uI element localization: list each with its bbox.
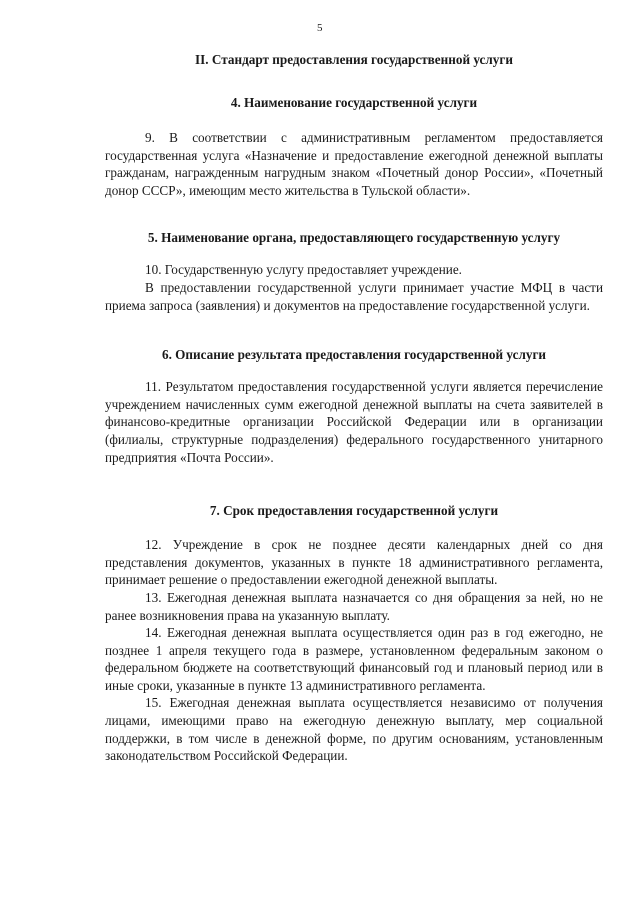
- document-body: [105, 52, 603, 765]
- paragraph-13: 13. Ежегодная денежная выплата назначается со дня обращения за ней, но не ранее возникновения права на указанную выплату.: [105, 589, 603, 623]
- subsection-body-4: [105, 129, 603, 199]
- paragraph-12: 12. Учреждение в срок не позднее десяти календарных дней со дня представления документов, указанных в пункте 18 административного регламента, принимает решение о предоставлении ежегодной денежной выплаты.: [105, 537, 603, 588]
- subsection-title-5: 5. Наименование органа, предоставляющего государственную услугу: [147, 230, 561, 246]
- subsection-title-7: 7. Срок предоставления государственной услуги: [209, 503, 499, 519]
- paragraph-11: 11. Результатом предоставления государственной услуги является перечисление учреждением начисленных сумм ежегодной денежной выплаты на счета заявителей в финансово-кредитные организации Российской Федерации или в организации (филиалы, структурные подразделения) федерального государственного унитарного предприятия «Почта России».: [105, 379, 603, 465]
- paragraph-15: 15. Ежегодная денежная выплата осуществляется независимо от получения лицами, имеющими право на ежегодную денежную выплату, мер социальной поддержки, в том числе в денежной форме, по другим основаниям, установленным законодательством Российской Федерации.: [105, 695, 603, 764]
- subsection-body-6: [105, 378, 603, 466]
- subsection-title-6: 6. Описание результата предоставления государственной услуги: [161, 347, 547, 363]
- paragraph-9: 9. В соответствии с административным регламентом предоставляется государственная услуга «Назначение и предоставление ежегодной денежной выплаты гражданам, награжденным нагрудным знаком «Почетный донор России», «Почетный донор СССР», имеющим место жительства в Тульской области».: [105, 130, 603, 198]
- subsection-body-5: [105, 261, 603, 314]
- paragraph-14: 14. Ежегодная денежная выплата осуществляется один раз в год ежегодно, не позднее 1 апреля текущего года в размере, установленном федеральным законом о федеральном бюджете на соответствующий финансовый год и плановый период или в иные сроки, указанные в пункте 13 административного регламента.: [105, 625, 603, 693]
- paragraph-10: 10. Государственную услугу предоставляет учреждение.: [145, 262, 462, 278]
- subsection-title-4: 4. Наименование государственной услуги: [230, 95, 478, 110]
- page-number: 5: [317, 22, 323, 34]
- paragraph-10-participation: В предоставлении государственной услуги принимает участие МФЦ в части приема запроса (заявления) и документов на предоставление государственной услуги.: [105, 279, 603, 313]
- subsection-body-7: [105, 536, 603, 765]
- section-title: II. Стандарт предоставления государственной услуги: [195, 52, 513, 67]
